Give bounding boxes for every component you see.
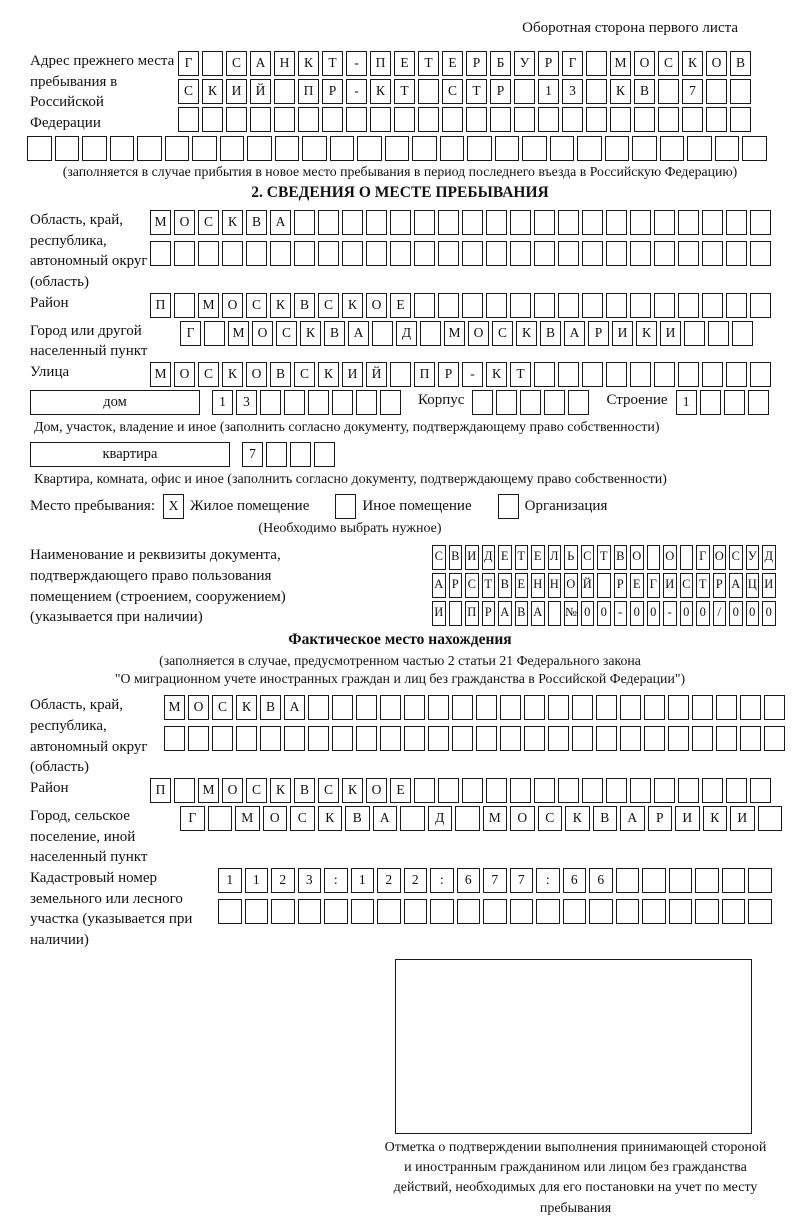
fact-note-2: "О миграционном учете иностранных граждан и лиц без гражданства в Российской Федерации"): [114, 671, 686, 687]
kadastr-row-2[interactable]: [218, 899, 775, 924]
stroenie-cells[interactable]: 1: [676, 390, 772, 415]
stamp-caption: Отметка о подтверждении выполнения принимающей стороной и иностранным гражданином или лицом без гражданства действий, необходимых для его постановки на учет по месту пребывания: [384, 1139, 767, 1216]
prev-address-row-1[interactable]: Г С А Н К Т - П Е Т Е Р Б У Р Г М О С К О В: [178, 51, 754, 76]
residence-type-label: Место пребывания:: [30, 498, 155, 515]
kvartira-type-box[interactable]: квартира: [30, 442, 230, 467]
prev-address-row-2[interactable]: С К И Й П Р - К Т С Т Р 1 3 К В 7: [178, 79, 754, 104]
doc-row-2[interactable]: А Р С Т В Е Н Н О Й Р Е Г И С Т Р А Ц И: [432, 573, 779, 598]
korpus-label: Корпус: [418, 392, 465, 409]
rayon-row[interactable]: П М О С К В С К О Е: [150, 293, 774, 318]
ulitsa-row[interactable]: М О С К О В С К И Й П Р - К Т: [150, 362, 774, 387]
fact-oblast-field: [30, 695, 800, 778]
doc-field: [30, 545, 800, 629]
prev-address-row-4[interactable]: [27, 136, 800, 161]
kadastr-label: Кадастровый номер земельного или лесного участка (указывается при наличии): [30, 869, 193, 948]
kvartira-row: [30, 442, 800, 470]
oblast-label: Область, край, республика, автономный округ (область): [30, 212, 148, 291]
oblast-row-1[interactable]: М О С К В А: [150, 210, 774, 235]
dom-number-cells[interactable]: 1 3: [212, 390, 404, 415]
doc-row-3[interactable]: И П Р А В А № 0 0 - 0 0 - 0 0 / 0 0 0: [432, 601, 779, 626]
gorod-row[interactable]: Г М О С К В А Д М О С К В А Р И К И: [180, 321, 756, 346]
kadastr-row-1[interactable]: 1 1 2 3 : 1 2 2 : 6 7 7 : 6 6: [218, 868, 775, 893]
residence-option-zhiloe: Жилое помещение: [190, 498, 310, 515]
prev-address-label: Адрес прежнего места пребывания в Российской Федерации: [30, 53, 175, 132]
prev-address-row-3[interactable]: [178, 107, 754, 132]
fact-gorod-label: Город, сельское поселение, иной населенный пункт: [30, 807, 148, 866]
residence-option-org: Организация: [524, 498, 608, 515]
fact-oblast-label: Область, край, республика, автономный округ (область): [30, 697, 148, 776]
prev-address-field: [30, 51, 800, 135]
stroenie-label: Строение: [606, 392, 668, 409]
ulitsa-label: Улица: [30, 364, 70, 381]
fact-rayon-field: [30, 778, 800, 806]
doc-row-1[interactable]: С В И Д Е Т Е Л Ь С Т В О О Г О С У Д: [432, 545, 779, 570]
gorod-label: Город или другой населенный пункт: [30, 322, 148, 360]
doc-label: Наименование и реквизиты документа, подтверждающего право пользования помещением (строением, сооружением) (указывается при наличии): [30, 547, 286, 626]
ulitsa-field: [30, 362, 800, 390]
kvartira-cells[interactable]: 7: [242, 442, 338, 467]
fact-rayon-label: Район: [30, 779, 69, 796]
residence-type-row: [30, 494, 800, 519]
fact-gorod-field: [30, 806, 800, 868]
oblast-row-2[interactable]: [150, 241, 774, 266]
stamp-area: [395, 959, 752, 1134]
rayon-label: Район: [30, 294, 69, 311]
residence-checkbox-zhiloe[interactable]: X: [163, 494, 184, 519]
fact-rayon-row[interactable]: П М О С К В С К О Е: [150, 778, 774, 803]
dom-caption: Дом, участок, владение и иное (заполнить согласно документу, подтверждающему право собственности): [34, 420, 660, 436]
kadastr-field: [30, 868, 800, 951]
dom-row: [30, 390, 800, 418]
section2-title: 2. СВЕДЕНИЯ О МЕСТЕ ПРЕБЫВАНИЯ: [251, 184, 549, 201]
oblast-field: [30, 210, 800, 293]
residence-checkbox-inoe[interactable]: [335, 494, 356, 519]
fact-note-1: (заполняется в случае, предусмотренном частью 2 статьи 21 Федерального закона: [159, 653, 641, 669]
rayon-field: [30, 293, 800, 321]
page-side-note: Оборотная сторона первого листа: [522, 20, 738, 36]
dom-type-box[interactable]: дом: [30, 390, 200, 415]
fact-title: Фактическое место нахождения: [288, 631, 512, 649]
residence-option-inoe: Иное помещение: [362, 498, 472, 515]
gorod-field: [30, 321, 800, 362]
prev-address-note: (заполняется в случае прибытия в новое место пребывания в период последнего въезда в Российскую Федерацию): [62, 164, 738, 179]
korpus-cells[interactable]: [472, 390, 592, 415]
residence-checkbox-org[interactable]: [498, 494, 519, 519]
fact-oblast-row-2[interactable]: [164, 726, 788, 751]
kvartira-caption: Квартира, комната, офис и иное (заполнить согласно документу, подтверждающему право собственности): [34, 472, 667, 488]
fact-oblast-row-1[interactable]: М О С К В А: [164, 695, 788, 720]
residence-choose-note: (Необходимо выбрать нужное): [258, 521, 442, 537]
fact-gorod-row[interactable]: Г М О С К В А Д М О С К В А Р И К И: [180, 806, 785, 831]
